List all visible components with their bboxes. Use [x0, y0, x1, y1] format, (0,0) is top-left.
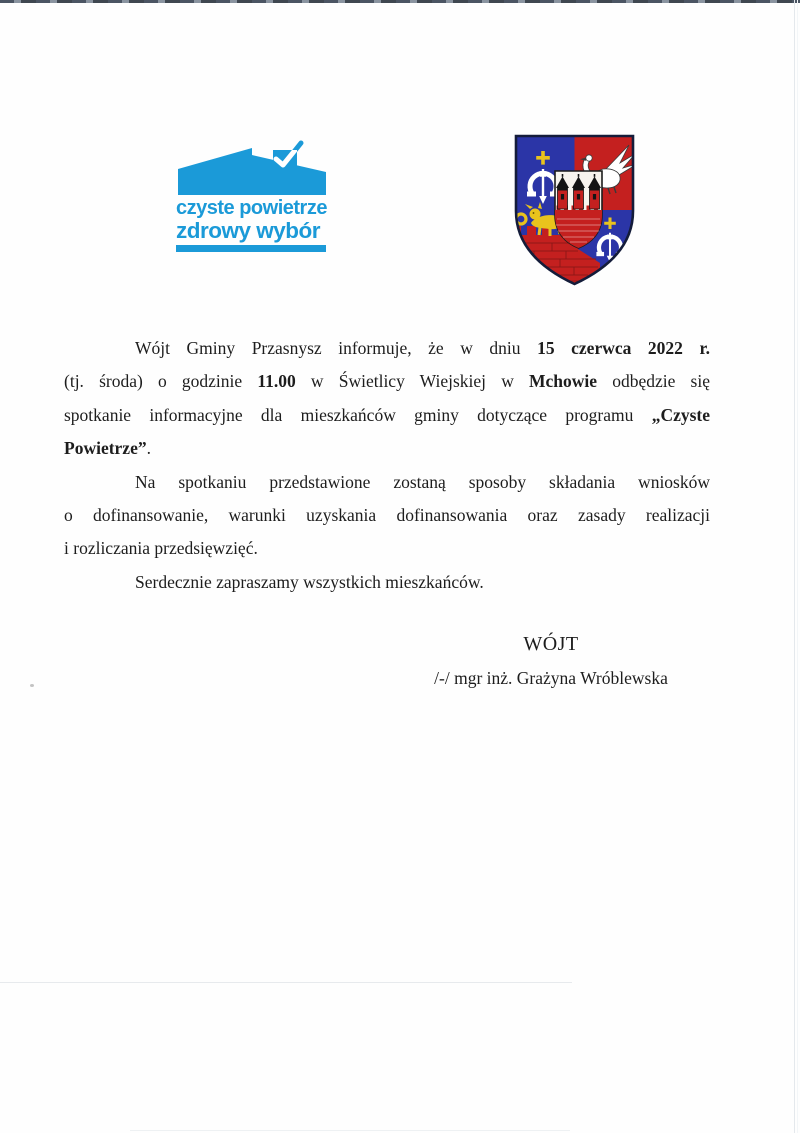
- gmina-przasnysz-coat-of-arms: [508, 131, 641, 290]
- logo-line1: czyste powietrze: [176, 197, 327, 219]
- text-segment: o dofinansowanie, warunki uzyskania dofinansowania oraz zasady realizacji: [64, 505, 710, 526]
- text-line: [64, 365, 710, 398]
- text-segment: .: [146, 438, 151, 459]
- text-line: [64, 566, 710, 599]
- logo-underline-bar: [176, 245, 326, 252]
- czyste-powietrze-logo: [176, 139, 336, 252]
- text-segment: w Świetlicy Wiejskiej w: [295, 371, 529, 392]
- text-segment: spotkanie informacyjne dla mieszkańców gminy dotyczące programu: [64, 404, 652, 425]
- przasnysz-town-escutcheon: [555, 171, 602, 248]
- scan-artifact-speck: [30, 684, 34, 687]
- logo-line2: zdrowy wybór: [176, 218, 321, 243]
- text-segment: Na spotkaniu przedstawione zostaną sposoby składania wniosków: [135, 471, 710, 492]
- scan-artifact-right-edge-2: [797, 0, 798, 1133]
- text-segment-bold: 15 czerwca 2022 r.: [537, 338, 710, 358]
- signature-title: WÓJT: [523, 633, 579, 655]
- text-segment: i rozliczania przedsięwzięć.: [64, 538, 258, 559]
- scan-artifact-top-edge: [0, 0, 800, 3]
- text-segment-bold: 11.00: [257, 371, 296, 392]
- text-line: [64, 499, 710, 532]
- signature-block: [421, 633, 681, 689]
- text-segment-bold: Powietrze”: [64, 438, 147, 459]
- letter-body: [64, 332, 710, 599]
- scan-artifact-right-edge: [794, 0, 795, 1133]
- text-line: [64, 432, 710, 465]
- text-segment: Serdecznie zapraszamy wszystkich mieszkańców.: [135, 571, 484, 592]
- scan-artifact-bottom-edge: [130, 1130, 570, 1131]
- scan-artifact-faint-line: [0, 982, 572, 983]
- logo-house-icon: [176, 139, 328, 197]
- text-segment-bold: „Czyste: [651, 404, 710, 425]
- text-line: [64, 532, 710, 565]
- text-segment: odbędzie się: [597, 371, 710, 392]
- text-line: [64, 399, 710, 432]
- text-segment-bold: Mchowie: [529, 371, 598, 392]
- text-line: [64, 466, 710, 499]
- signature-name: /-/ mgr inż. Grażyna Wróblewska: [434, 668, 668, 688]
- text-segment: Wójt Gminy Przasnysz informuje, że w dniu: [135, 338, 538, 358]
- text-segment: (tj. środa) o godzinie: [64, 371, 258, 392]
- text-line: [64, 332, 710, 365]
- tower-icons: [556, 174, 601, 209]
